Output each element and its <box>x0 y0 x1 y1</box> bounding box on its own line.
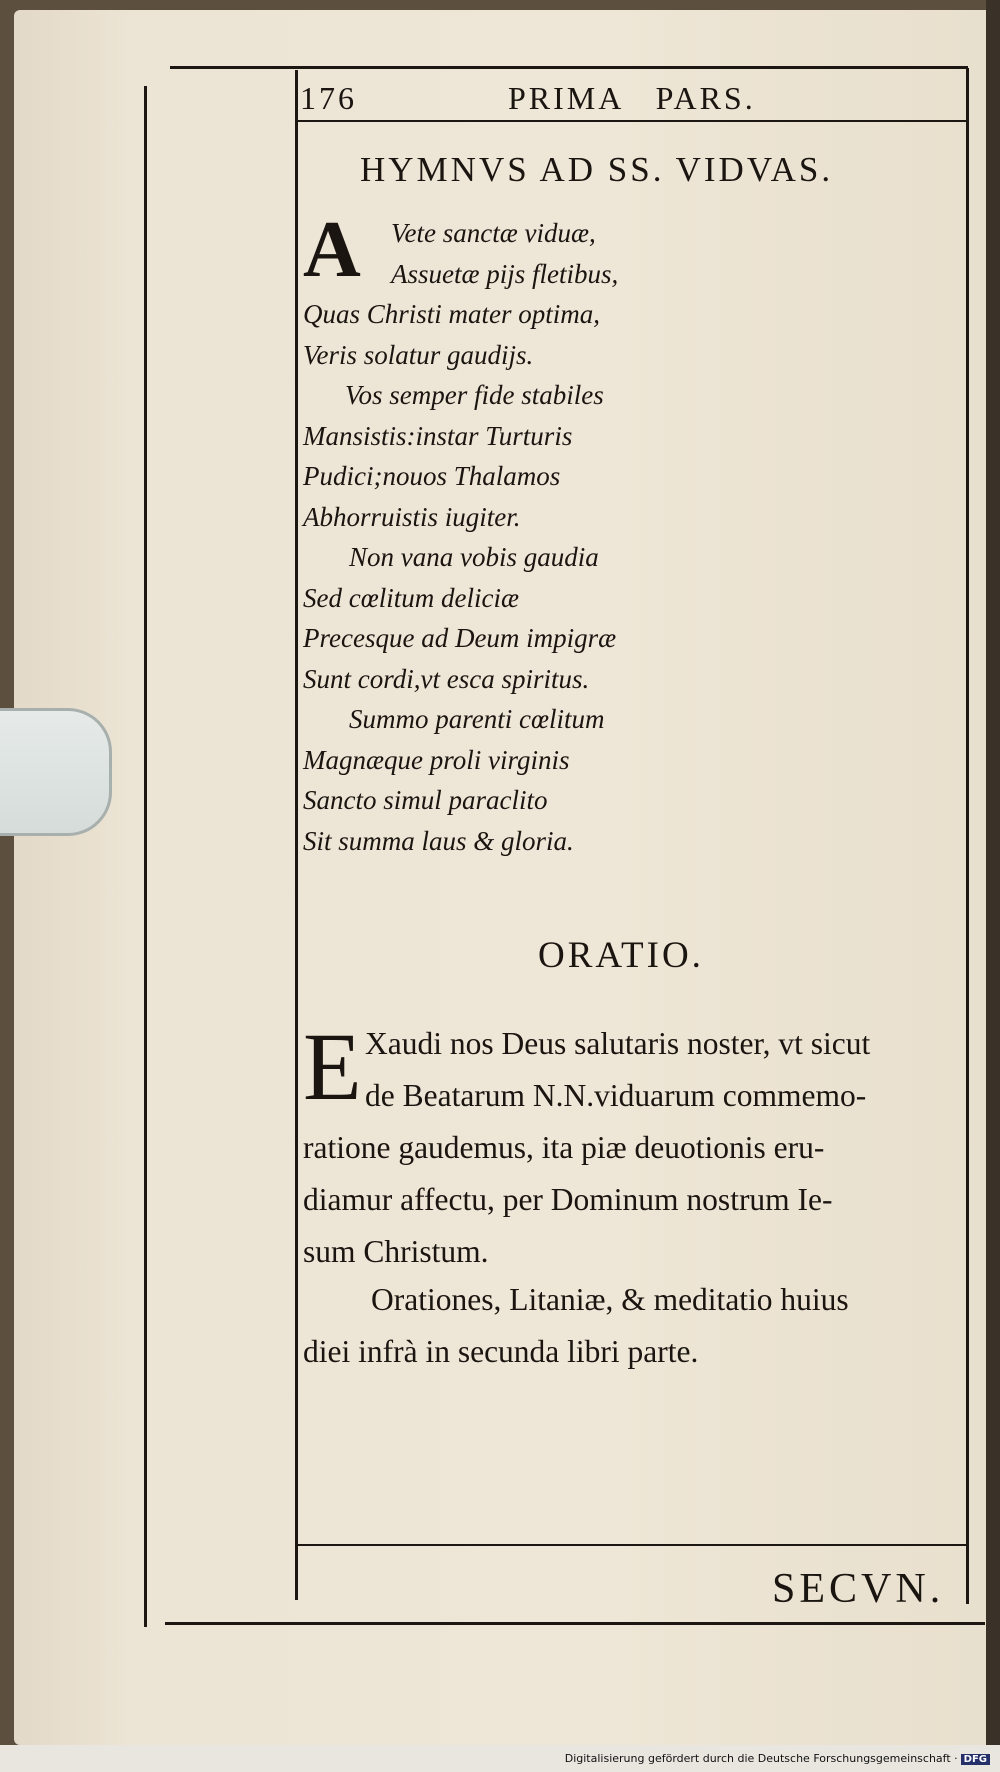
hymn-line: Quas Christi mater optima, <box>303 299 601 329</box>
dfg-logo: DFG <box>961 1754 990 1765</box>
frame-rule-bottom-outer <box>165 1622 985 1625</box>
note-line: diei infrà in secunda libri parte. <box>303 1334 699 1369</box>
catchword: SECVN. <box>772 1566 945 1612</box>
hymn-line: Mansistis:instar Turturis <box>303 420 573 451</box>
hymn-line: Sit summa laus & gloria. <box>303 825 574 856</box>
hymn-line: Summo parenti cœlitum <box>349 704 605 734</box>
hymn-line: Abhorruistis iugiter. <box>303 501 521 532</box>
hymn-text <box>303 206 943 861</box>
oratio-dropcap: E <box>303 1013 362 1120</box>
hymn-line: Sunt cordi,vt esca spiritus. <box>303 663 590 694</box>
hymn-line: Sed cœlitum deliciæ <box>303 582 519 613</box>
hymn-line: Precesque ad Deum impigræ <box>303 623 617 653</box>
hymn-line: Vete sanctæ viduæ, <box>391 218 596 248</box>
frame-rule-header <box>296 120 966 122</box>
hymn-line: Assuetæ pijs fletibus, <box>391 258 619 289</box>
frame-rule-bottom-inner <box>298 1544 966 1546</box>
frame-rule-left-outer <box>144 86 147 1627</box>
note-line: Orationes, Litaniæ, & meditatio huius <box>371 1282 849 1317</box>
oratio-line: de Beatarum N.N.viduarum commemo- <box>365 1078 867 1113</box>
frame-rule-left-inner <box>295 70 298 1600</box>
oratio-line: Xaudi nos Deus salutaris noster, vt sicut <box>365 1026 871 1061</box>
hymn-line: Magnæque proli virginis <box>303 744 570 775</box>
digitization-credit <box>565 1752 990 1765</box>
frame-rule-top <box>170 66 968 69</box>
oratio-title: ORATIO. <box>538 935 704 976</box>
credit-text: Digitalisierung gefördert durch die Deutsche Forschungsgemeinschaft · <box>564 1752 958 1765</box>
oratio-text <box>303 1013 963 1278</box>
book-edge <box>986 0 1000 1772</box>
hymn-line: Non vana vobis gaudia <box>349 542 599 572</box>
hymn-line: Veris solatur gaudijs. <box>303 339 534 370</box>
hymn-line: Vos semper fide stabiles <box>345 380 604 410</box>
oratio-line: diamur affectu, per Dominum nostrum Ie- <box>303 1182 833 1217</box>
page-number: 176 <box>300 80 357 116</box>
hymn-line: Sancto simul paraclito <box>303 785 548 815</box>
oratio-line: sum Christum. <box>303 1234 489 1269</box>
oratio-line: ratione gaudemus, ita piæ deuotionis eru- <box>303 1130 825 1165</box>
hymn-dropcap: A <box>303 206 361 294</box>
hymn-title: HYMNVS AD SS. VIDVAS. <box>360 150 834 189</box>
page-clip <box>0 708 112 836</box>
hymn-line: Pudici;nouos Thalamos <box>303 461 561 491</box>
rubric-note <box>303 1274 963 1378</box>
frame-rule-right <box>966 68 969 1604</box>
running-title: PRIMA PARS. <box>508 80 756 116</box>
